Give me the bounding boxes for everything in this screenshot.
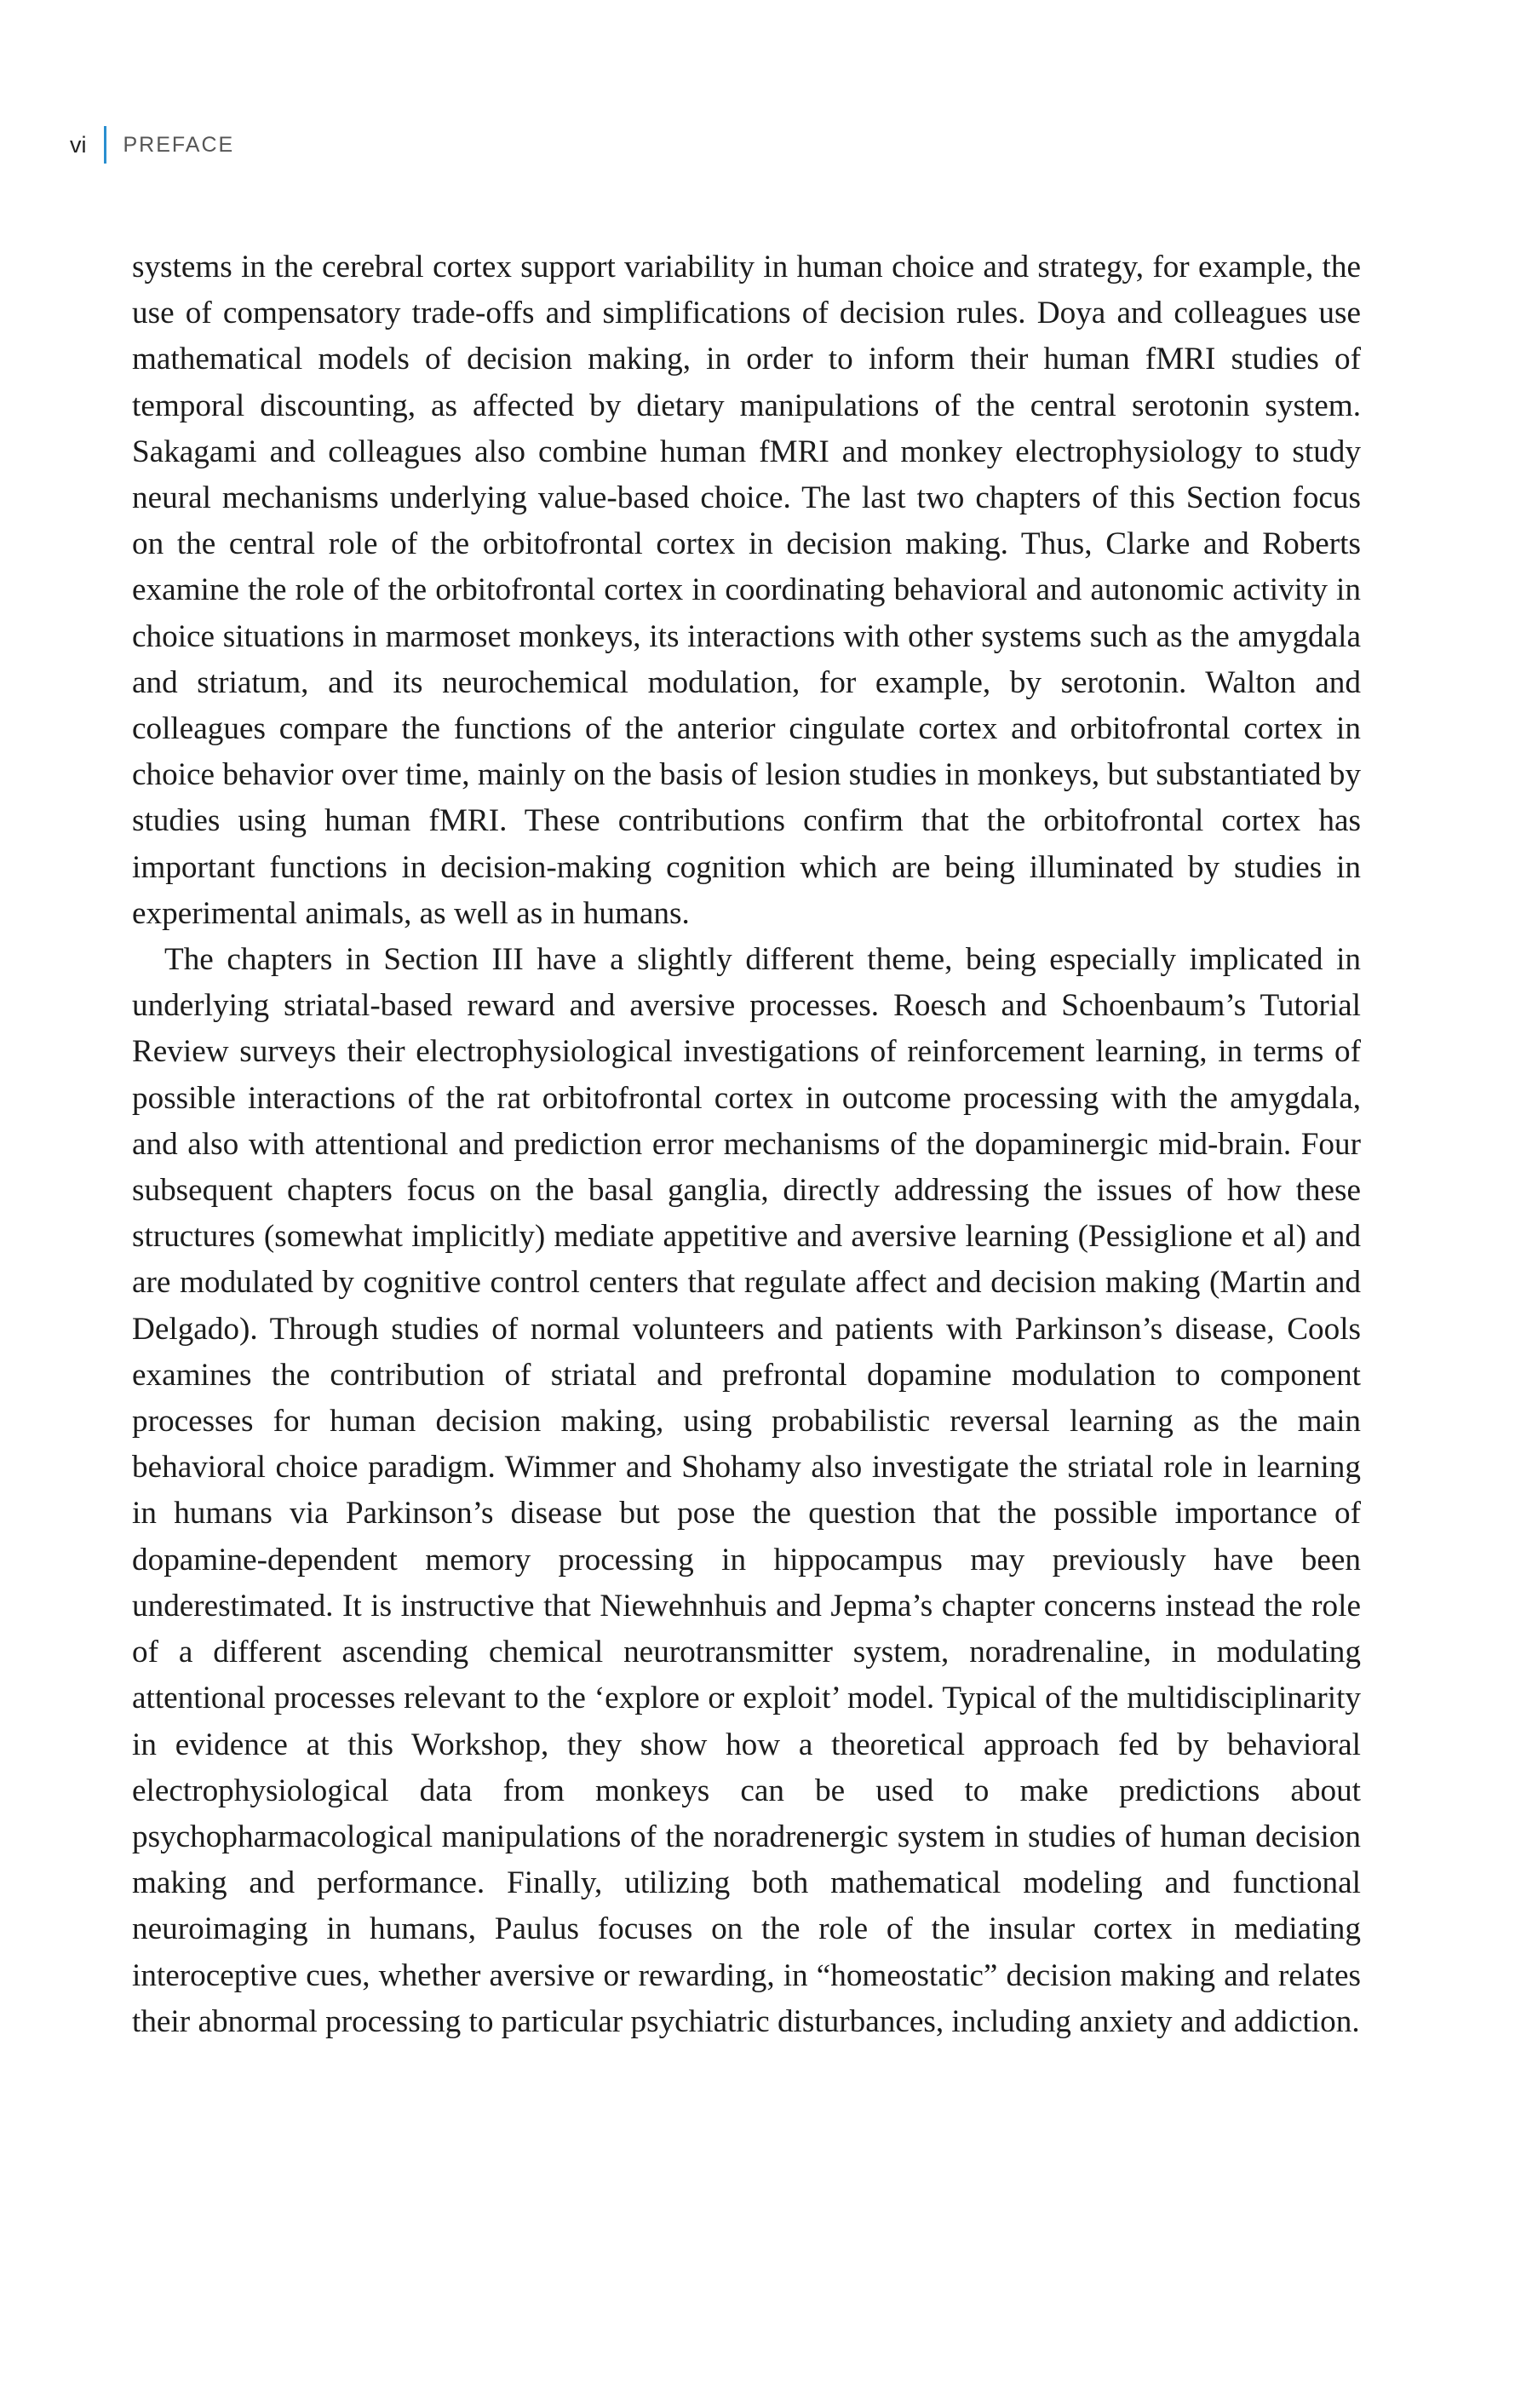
paragraph-2: The chapters in Section III have a slightly different theme, being especially implicated in underlying striatal-based reward and aversive processes. Roesch and Schoenbaum’s Tutorial Review surveys their electrophysiological investigations of reinforcement learning, in terms of possible interactions of the rat orbitofrontal cortex in outcome processing with the amygdala, and also with attentional and prediction error mechanisms of the dopaminergic mid-brain. Four subsequent chapters focus on the basal ganglia, directly addressing the issues of how these structures (somewhat implicitly) mediate appetitive and aversive learning (Pessiglione et al) and are modulated by cognitive control centers that regulate affect and decision making (Martin and Delgado). Through studies of normal volunteers and patients with Parkinson’s disease, Cools examines the contribution of striatal and prefrontal dopamine modulation to component processes for human decision making, using probabilistic reversal learning as the main behavioral choice paradigm. Wimmer and Shohamy also investigate the striatal role in learning in humans via Parkinson’s disease but pose the question that the possible importance of dopamine-dependent memory processing in hippocampus may previously have been underestimated. It is instructive that Niewehnhuis and Jepma’s chapter concerns instead the role of a different ascending chemical neurotransmitter system, noradrenaline, in modulating attentional processes relevant to the ‘explore or exploit’ model. Typical of the multidisciplinarity in evidence at this Workshop, they show how a theoretical approach fed by behavioral electrophysiological data from monkeys can be used to make predictions about psychopharmacological manipulations of the noradrenergic system in studies of human decision making and performance. Finally, utilizing both mathematical modeling and functional neuroimaging in humans, Paulus focuses on the role of the insular cortex in mediating interoceptive cues, whether aversive or rewarding, in “homeostatic” decision making and relates their abnormal processing to particular psychiatric disturbances, including anxiety and addiction. bbox=[132, 942, 1361, 2039]
header-divider bbox=[104, 126, 106, 164]
running-head bbox=[70, 128, 234, 162]
body-text bbox=[132, 244, 1361, 2045]
page-number: vi bbox=[70, 131, 87, 158]
section-title: PREFACE bbox=[123, 132, 235, 157]
paragraph-1: systems in the cerebral cortex support variability in human choice and strategy, for example, the use of compensatory trade-offs and simplifications of decision rules. Doya and colleagues use mathematical models of decision making, in order to inform their human fMRI studies of temporal discounting, as affected by dietary manipulations of the central serotonin system. Sakagami and colleagues also combine human fMRI and monkey electrophysiology to study neural mechanisms underlying value-based choice. The last two chapters of this Section focus on the central role of the orbitofrontal cortex in decision making. Thus, Clarke and Roberts examine the role of the orbitofrontal cortex in coordinating behavioral and autonomic activity in choice situations in marmoset monkeys, its interactions with other systems such as the amygdala and striatum, and its neurochemical modulation, for example, by serotonin. Walton and colleagues compare the functions of the anterior cingulate cortex and orbitofrontal cortex in choice behavior over time, mainly on the basis of lesion studies in monkeys, but substantiated by studies using human fMRI. These contributions confirm that the orbitofrontal cortex has important functions in decision-making cognition which are being illuminated by studies in experimental animals, as well as in humans. bbox=[132, 250, 1361, 931]
